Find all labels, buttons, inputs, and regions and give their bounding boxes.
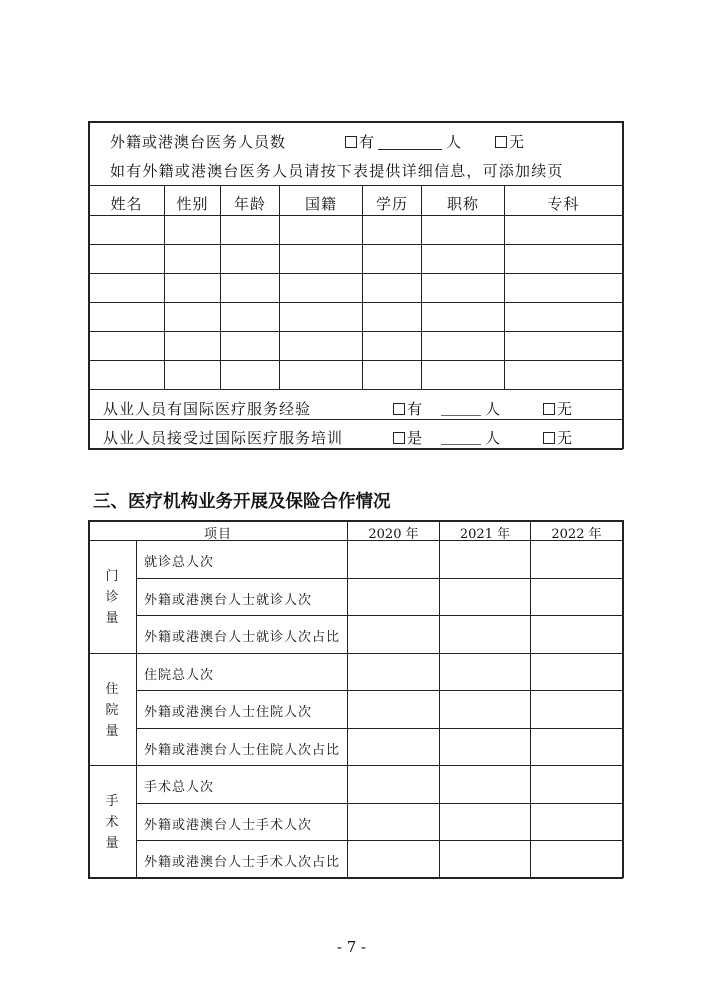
section-3-title: 三、医疗机构业务开展及保险合作情况 bbox=[93, 492, 391, 512]
row-outpatient-foreign-ratio: 外籍或港澳台人士就诊人次占比 bbox=[144, 630, 341, 645]
intl-experience-label: 从业人员有国际医疗服务经验 bbox=[103, 400, 312, 418]
checkbox-icon[interactable] bbox=[393, 432, 405, 444]
header-education: 学历 bbox=[375, 195, 408, 213]
foreign-staff-instruction: 如有外籍或港澳台医务人员请按下表提供详细信息，可添加续页 bbox=[110, 162, 564, 180]
intl-training-count-blank[interactable] bbox=[441, 444, 481, 445]
header-year-2020: 2020 年 bbox=[368, 527, 419, 542]
group-surgery-label: 手 术 量 bbox=[105, 794, 119, 851]
intl-training-unit: 人 bbox=[485, 429, 502, 447]
intl-training-no-option[interactable]: 无 bbox=[543, 427, 573, 448]
row-outpatient-foreign: 外籍或港澳台人士就诊人次 bbox=[144, 593, 313, 608]
intl-training-label: 从业人员接受过国际医疗服务培训 bbox=[103, 429, 344, 447]
header-year-2021: 2021 年 bbox=[459, 527, 511, 542]
header-year-2022: 2022 年 bbox=[551, 527, 602, 542]
checkbox-icon[interactable] bbox=[345, 136, 357, 148]
checkbox-icon[interactable] bbox=[543, 432, 555, 444]
row-inpatient-foreign-ratio: 外籍或港澳台人士住院人次占比 bbox=[144, 743, 341, 758]
header-name: 姓名 bbox=[110, 195, 143, 213]
header-gender: 性别 bbox=[176, 195, 209, 213]
foreign-staff-count-blank[interactable] bbox=[378, 149, 442, 150]
foreign-staff-count-label: 外籍或港澳台医务人员数 bbox=[110, 133, 287, 151]
year-value-cells[interactable] bbox=[348, 541, 622, 877]
header-age: 年龄 bbox=[233, 195, 266, 213]
row-surgery-total: 手术总人次 bbox=[144, 780, 215, 795]
page-number: - 7 - bbox=[336, 938, 367, 956]
row-inpatient-total: 住院总人次 bbox=[144, 668, 215, 683]
checkbox-icon[interactable] bbox=[495, 136, 507, 148]
staff-detail-rows[interactable] bbox=[89, 216, 622, 389]
intl-experience-no-option[interactable]: 无 bbox=[543, 398, 573, 419]
group-outpatient-label: 门 诊 量 bbox=[105, 569, 119, 626]
intl-experience-count-blank[interactable] bbox=[441, 415, 481, 416]
checkbox-icon[interactable] bbox=[393, 403, 405, 415]
intl-training-yes-option[interactable]: 是 bbox=[393, 427, 423, 448]
checkbox-icon[interactable] bbox=[543, 403, 555, 415]
intl-experience-yes-option[interactable]: 有 bbox=[393, 398, 423, 419]
row-surgery-foreign: 外籍或港澳台人士手术人次 bbox=[144, 818, 313, 833]
header-nationality: 国籍 bbox=[304, 195, 337, 213]
row-outpatient-total: 就诊总人次 bbox=[144, 555, 215, 570]
header-title: 职称 bbox=[446, 195, 479, 213]
foreign-staff-unit: 人 bbox=[446, 133, 463, 151]
header-item: 项目 bbox=[203, 527, 232, 542]
foreign-staff-yes-option[interactable]: 有 bbox=[345, 131, 375, 152]
row-surgery-foreign-ratio: 外籍或港澳台人士手术人次占比 bbox=[144, 855, 341, 870]
header-specialty: 专科 bbox=[547, 195, 580, 213]
intl-experience-unit: 人 bbox=[485, 400, 502, 418]
group-inpatient-label: 住 院 量 bbox=[105, 682, 119, 739]
row-inpatient-foreign: 外籍或港澳台人士住院人次 bbox=[144, 705, 313, 720]
foreign-staff-no-option[interactable]: 无 bbox=[495, 131, 525, 152]
